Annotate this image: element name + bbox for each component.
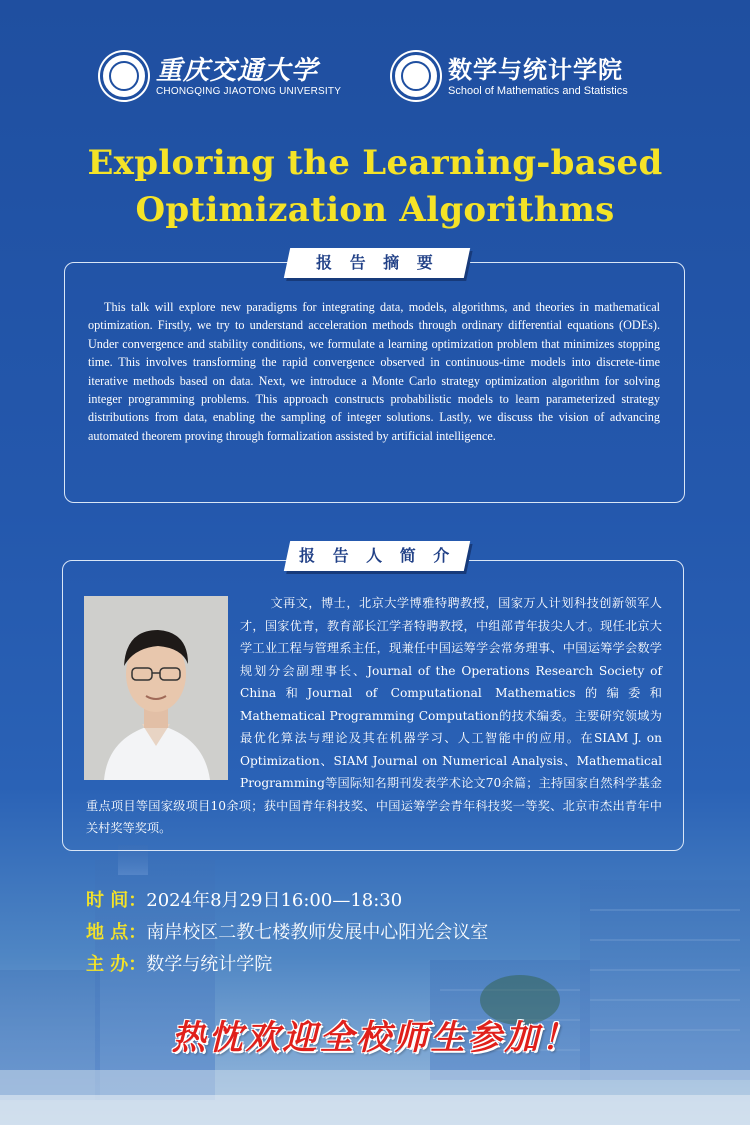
welcome-slogan: 热忱欢迎全校师生参加！ bbox=[171, 1018, 579, 1058]
place-label: 地 点： bbox=[86, 922, 147, 943]
time-label: 时 间： bbox=[86, 890, 147, 911]
school-name-cn: 数学与统计学院 bbox=[448, 56, 623, 84]
abstract-heading: 报 告 摘 要 bbox=[284, 248, 470, 278]
university-logo bbox=[100, 52, 341, 100]
university-name-cn: 重庆交通大学 bbox=[156, 55, 319, 86]
header bbox=[0, 52, 750, 112]
school-name-en: School of Mathematics and Statistics bbox=[448, 85, 628, 97]
info-place bbox=[86, 920, 488, 946]
host-value: 数学与统计学院 bbox=[146, 954, 273, 975]
university-name-en: CHONGQING JIAOTONG UNIVERSITY bbox=[156, 85, 342, 97]
school-logo bbox=[392, 52, 628, 100]
time-value: 2024年8月29日16:00—18:30 bbox=[146, 890, 403, 911]
talk-title-line1: Exploring the Learning-based bbox=[87, 143, 663, 183]
speaker-bio-text: 文再文，博士，北京大学博雅特聘教授，国家万人计划科技创新领军人才，国家优青，教育部长江学者特聘教授，中组部青年拔尖人才。现任北京大学工业工程与管理系主任，现兼任中国运筹学会常务理事、中国运筹学会数学规划分会副理事长、Journal of the Operations Research Society of China和Journal of Computational Mathematics的编委和Mathematical Programming Computation的技术编委。主要研究领域为最优化算法与理论及其在机器学习、人工智能中的应用。在SIAM J. on Optimization、SIAM Journal on Numerical Analysis、Mathematical Programming等国际知名期刊发表学术论文70余篇；主持国家自然科学基金重点项目等国家级项目10余项；获中国青年科技奖、中国运筹学会青年科技奖一等奖、北京市杰出青年中关村奖等奖项。 bbox=[86, 596, 662, 835]
university-seal-icon bbox=[100, 52, 148, 100]
info-host bbox=[86, 952, 272, 978]
info-time bbox=[86, 888, 402, 914]
speaker-heading: 报 告 人 简 介 bbox=[284, 541, 470, 571]
talk-title-line2: Optimization Algorithms bbox=[135, 190, 615, 230]
place-value: 南岸校区二教七楼教师发展中心阳光会议室 bbox=[146, 922, 489, 943]
talk-title bbox=[0, 140, 750, 234]
school-seal-icon bbox=[392, 52, 440, 100]
host-label: 主 办： bbox=[86, 954, 147, 975]
speaker-bio bbox=[86, 592, 662, 840]
abstract-text: This talk will explore new paradigms for integrating data, models, algorithms, and theories in mathematical optimization. Firstly, we try to understand acceleration methods through ordinary differential equations (ODEs). Under convergence and stability conditions, we formulate a learning optimization problem that minimizes stopping time. This involves transforming the rapid convergence observed in continuous-time models into discrete-time iterative methods based on data. Next, we introduce a Monte Carlo strategy optimization algorithm for solving integer programming problems. This approach constructs probabilistic models to learn parameterized strategy distributions from data, enabling the sampling of integer solutions. Lastly, we discuss the vision of advancing automated theorem proving through formalization assisted by artificial intelligence. bbox=[88, 300, 660, 443]
